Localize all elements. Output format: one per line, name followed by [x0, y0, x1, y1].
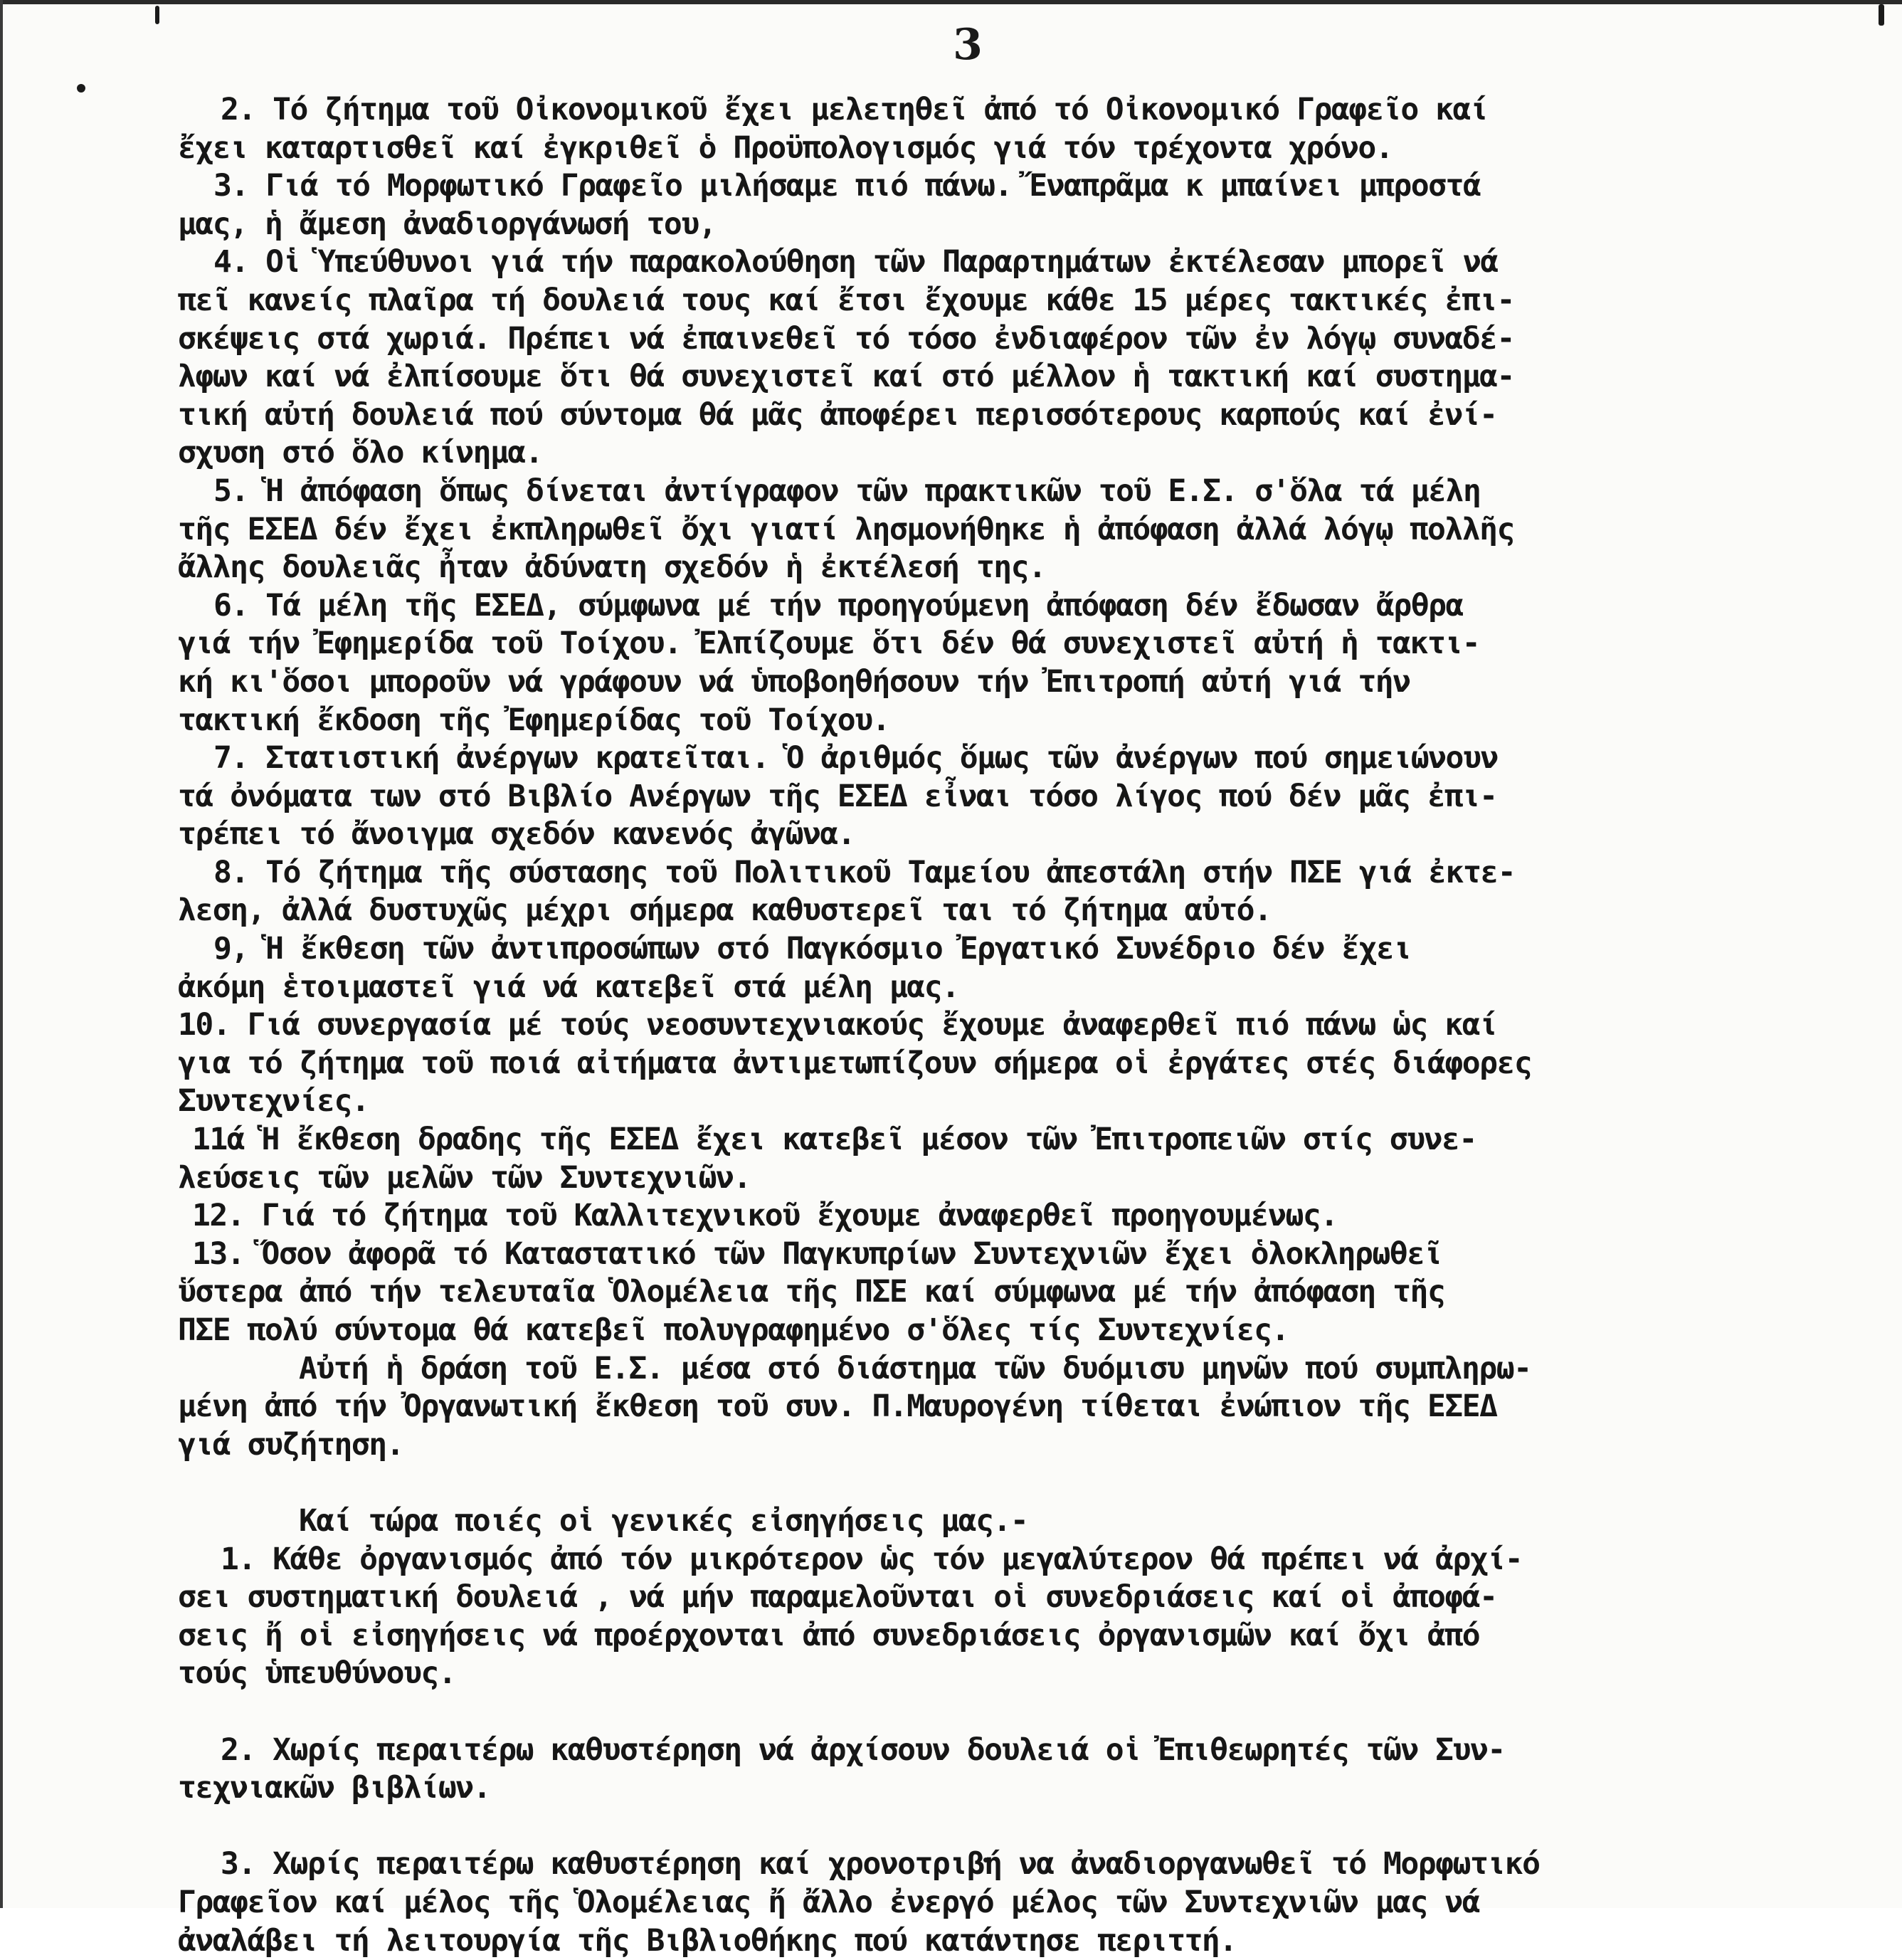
- text-line: ἀκόμη ἑτοιμαστεῖ γιά νά κατεβεῖ στά μέλη μας.: [178, 969, 1871, 1007]
- text-line: ἄλλης δουλειᾶς ἦταν ἀδύνατη σχεδόν ἡ ἐκτέλεσή της.: [178, 549, 1871, 587]
- text-line: Συντεχνίες.: [178, 1082, 1871, 1121]
- text-line: 5. Ἡ ἀπόφαση ὅπως δίνεται ἀντίγραφον τῶν πρακτικῶν τοῦ Ε.Σ. σ'ὅλα τά μέλη: [178, 473, 1871, 511]
- text-line: γιά τήν Ἐφημερίδα τοῦ Τοίχου. Ἐλπίζουμε ὅτι δέν θά συνεχιστεῖ αὐτή ἡ τακτι-: [178, 625, 1871, 663]
- text-line: 10. Γιά συνεργασία μέ τούς νεοσυντεχνιακούς ἔχουμε ἀναφερθεῖ πιό πάνω ὡς καί: [178, 1006, 1871, 1045]
- text-line: 13. Ὅσον ἀφορᾶ τό Καταστατικό τῶν Παγκυπρίων Συντεχνιῶν ἔχει ὁλοκληρωθεῖ: [178, 1235, 1871, 1274]
- text-line: 12. Γιά τό ζήτημα τοῦ Καλλιτεχνικοῦ ἔχουμε ἀναφερθεῖ προηγουμένως.: [178, 1197, 1871, 1235]
- paragraph-gap: [178, 1808, 1871, 1846]
- page-number: 3: [939, 20, 996, 70]
- text-line: ΠΣΕ πολύ σύντομα θά κατεβεῖ πολυγραφημένο σ'ὅλες τίς Συντεχνίες.: [178, 1312, 1871, 1350]
- text-line: σκέψεις στά χωριά. Πρέπει νά ἐπαινεθεῖ τό τόσο ἐνδιαφέρον τῶν ἐν λόγῳ συναδέ-: [178, 320, 1871, 359]
- scan-speck: [155, 6, 159, 24]
- scan-speck: [77, 84, 85, 93]
- text-line: Αὐτή ἡ δράση τοῦ Ε.Σ. μέσα στό διάστημα τῶν δυόμισυ μηνῶν πού συμπληρω-: [178, 1350, 1871, 1389]
- text-line: σει συστηματική δουλειά , νά μήν παραμελοῦνται οἱ συνεδριάσεις καί οἱ ἀποφά-: [178, 1579, 1871, 1617]
- text-line: 8. Τό ζήτημα τῆς σύστασης τοῦ Πολιτικοῦ Ταμείου ἀπεστάλη στήν ΠΣΕ γιά ἐκτε-: [178, 854, 1871, 892]
- text-line: λφων καί νά ἐλπίσουμε ὅτι θά συνεχιστεῖ καί στό μέλλον ἡ τακτική καί συστημα-: [178, 358, 1871, 396]
- text-line: τακτική ἔκδοση τῆς Ἐφημερίδας τοῦ Τοίχου.: [178, 702, 1871, 740]
- text-line: τῆς ΕΣΕΔ δέν ἔχει ἐκπληρωθεῖ ὄχι γιατί λησμονήθηκε ἡ ἀπόφαση ἀλλά λόγῳ πολλῆς: [178, 511, 1871, 549]
- text-line: ἔχει καταρτισθεῖ καί ἐγκριθεῖ ὁ Προϋπολογισμός γιά τόν τρέχοντα χρόνο.: [178, 130, 1871, 168]
- text-line: τεχνιακῶν βιβλίων.: [178, 1769, 1871, 1808]
- text-line: 7. Στατιστική ἀνέργων κρατεῖται. Ὁ ἀριθμός ὅμως τῶν ἀνέργων πού σημειώνουν: [178, 739, 1871, 778]
- text-line: ὕστερα ἀπό τήν τελευταῖα Ὁλομέλεια τῆς ΠΣΕ καί σύμφωνα μέ τήν ἀπόφαση τῆς: [178, 1273, 1871, 1312]
- paragraph-gap: [178, 1464, 1871, 1502]
- text-line: Καί τώρα ποιές οἱ γενικές εἰσηγήσεις μας.-: [178, 1502, 1871, 1541]
- text-line: 2. Τό ζήτημα τοῦ Οἰκονομικοῦ ἔχει μελετηθεῖ ἀπό τό Οἰκονομικό Γραφεῖο καί: [178, 91, 1871, 130]
- document-body: [178, 91, 1871, 1960]
- text-line: τική αὐτή δουλειά πού σύντομα θά μᾶς ἀποφέρει περισσότερους καρπούς καί ἐνί-: [178, 396, 1871, 435]
- text-line: 1. Κάθε ὀργανισμός ἀπό τόν μικρότερον ὡς τόν μεγαλύτερον θά πρέπει νά ἀρχί-: [178, 1541, 1871, 1579]
- text-line: λεύσεις τῶν μελῶν τῶν Συντεχνιῶν.: [178, 1159, 1871, 1198]
- text-line: για τό ζήτημα τοῦ ποιά αἰτήματα ἀντιμετωπίζουν σήμερα οἱ ἐργάτες στές διάφορες: [178, 1045, 1871, 1083]
- text-line: μας, ἡ ἄμεση ἀναδιοργάνωσή του,: [178, 206, 1871, 244]
- text-line: 11ά Ἡ ἔκθεση δραδης τῆς ΕΣΕΔ ἔχει κατεβεῖ μέσον τῶν Ἐπιτροπειῶν στίς συνε-: [178, 1121, 1871, 1159]
- text-line: σεις ἤ οἱ εἰσηγήσεις νά προέρχονται ἀπό συνεδριάσεις ὀργανισμῶν καί ὄχι ἀπό: [178, 1617, 1871, 1655]
- text-line: γιά συζήτηση.: [178, 1426, 1871, 1465]
- text-line: ἀναλάβει τή λειτουργία τῆς Βιβλιοθήκης πού κατάντησε περιττή.: [178, 1922, 1871, 1960]
- text-line: λεση, ἀλλά δυστυχῶς μέχρι σήμερα καθυστερεῖ ται τό ζήτημα αὐτό.: [178, 892, 1871, 930]
- text-line: 6. Τά μέλη τῆς ΕΣΕΔ, σύμφωνα μέ τήν προηγούμενη ἀπόφαση δέν ἔδωσαν ἄρθρα: [178, 587, 1871, 626]
- scan-speck: [1879, 4, 1884, 26]
- paragraph-gap: [178, 1693, 1871, 1732]
- scan-edge-top: [0, 0, 1902, 4]
- text-line: 2. Χωρίς περαιτέρω καθυστέρηση νά ἀρχίσουν δουλειά οἱ Ἐπιθεωρητές τῶν Συν-: [178, 1732, 1871, 1770]
- text-line: κή κι'ὅσοι μποροῦν νά γράφουν νά ὑποβοηθήσουν τήν Ἐπιτροπή αὐτή γιά τήν: [178, 663, 1871, 702]
- text-line: 3. Χωρίς περαιτέρω καθυστέρηση καί χρονοτριβή να ἀναδιοργανωθεῖ τό Μορφωτικό: [178, 1845, 1871, 1884]
- text-line: τά ὀνόματα των στό Βιβλίο Ανέργων τῆς ΕΣΕΔ εἶναι τόσο λίγος πού δέν μᾶς ἐπι-: [178, 778, 1871, 816]
- text-line: τρέπει τό ἄνοιγμα σχεδόν κανενός ἀγῶνα.: [178, 816, 1871, 854]
- text-line: πεῖ κανείς πλαῖρα τή δουλειά τους καί ἔτσι ἔχουμε κάθε 15 μέρες τακτικές ἐπι-: [178, 282, 1871, 320]
- text-line: 3. Γιά τό Μορφωτικό Γραφεῖο μιλήσαμε πιό πάνω. Ἔναπρᾶμα κ μπαίνει μπροστά: [178, 167, 1871, 206]
- text-line: 9, Ἡ ἔκθεση τῶν ἀντιπροσώπων στό Παγκόσμιο Ἐργατικό Συνέδριο δέν ἔχει: [178, 930, 1871, 969]
- text-line: μένη ἀπό τήν Ὀργανωτική ἔκθεση τοῦ συν. Π.Μαυρογένη τίθεται ἐνώπιον τῆς ΕΣΕΔ: [178, 1388, 1871, 1426]
- text-line: τούς ὑπευθύνους.: [178, 1655, 1871, 1693]
- text-line: σχυση στό ὅλο κίνημα.: [178, 434, 1871, 473]
- text-line: Γραφεῖον καί μέλος τῆς Ὁλομέλειας ἤ ἄλλο ἐνεργό μέλος τῶν Συντεχνιῶν μας νά: [178, 1884, 1871, 1922]
- scan-edge-left: [0, 0, 3, 1908]
- text-line: 4. Οἱ Ὑπεύθυνοι γιά τήν παρακολούθηση τῶν Παραρτημάτων ἐκτέλεσαν μπορεῖ νά: [178, 243, 1871, 282]
